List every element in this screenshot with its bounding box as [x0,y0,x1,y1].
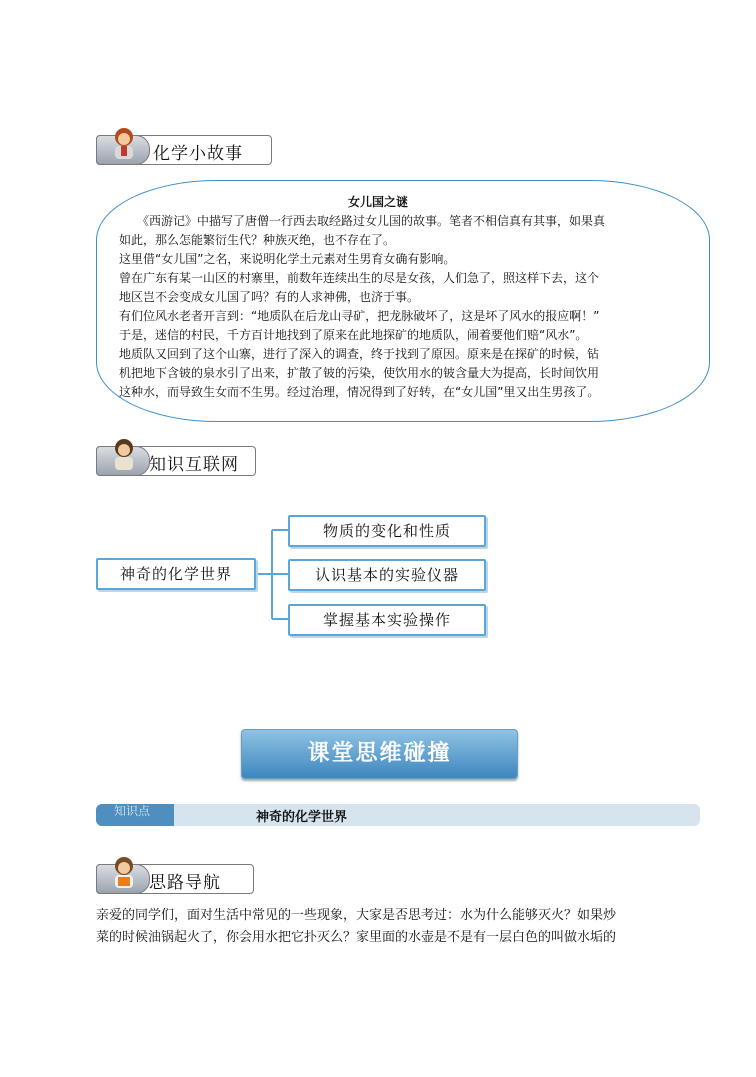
navigation-header-label: 思路导航 [149,873,221,893]
mindmap-root: 神奇的化学世界 [96,558,256,590]
story-title: 女儿国之谜 [347,195,408,209]
mindmap-child-1: 物质的变化和性质 [288,515,486,547]
story-line: 于是，迷信的村民，千方百计地找到了原来在此地探矿的地质队，闹着要他们赔“风水”。 [119,328,588,342]
story-line: 这里借“女儿国”之名，来说明化学土元素对生男育女确有影响。 [119,252,456,266]
intro-line: 亲爱的同学们，面对生活中常见的一些现象，大家是否思考过：水为什么能够灭火？如果炒 [96,908,617,923]
knowledge-bar [96,804,700,826]
boy-avatar-icon [109,855,139,889]
story-line: 机把地下含铍的泉水引了出来，扩散了铍的污染，使饮用水的铍含量大为提高，长时间饮用 [119,366,600,380]
classroom-banner: 课堂思维碰撞 [241,729,518,779]
mindmap-child-3: 掌握基本实验操作 [288,604,486,636]
network-header-label: 知识互联网 [149,455,239,475]
story-line: 地质队又回到了这个山寨，进行了深入的调查，终于找到了原因。原来是在探矿的时候，钻 [119,347,600,361]
mindmap-child-2: 认识基本的实验仪器 [288,559,486,591]
intro-line: 菜的时候油锅起火了，你会用水把它扑灭么？家里面的水壶是不是有一层白色的叫做水垢的 [96,930,617,945]
story-line: 《西游记》中描写了唐僧一行西去取经路过女儿国的故事。笔者不相信真有其事，如果真 [119,214,606,228]
story-line: 如此，那么怎能繁衍生代？种族灭绝，也不存在了。 [119,233,396,247]
knowledge-point-title: 神奇的化学世界 [256,810,348,825]
story-line: 曾在广东有某一山区的村寨里，前数年连续出生的尽是女孩，人们急了，照这样下去，这个 [119,271,600,285]
navigation-section-header [96,864,254,894]
story-line: 这种水，而导致生女而不生男。经过治理，情况得到了好转，在“女儿国”里又出生男孩了。 [119,385,600,399]
story-header-label: 化学小故事 [153,144,243,164]
knowledge-point-tag: 知识点 [96,804,174,826]
story-line: 地区岂不会变成女儿国了吗？有的人求神佛，也济于事。 [119,290,420,304]
story-line: 有们位风水老者开言到：“地质队在后龙山寻矿，把龙脉破坏了，这是坏了风水的报应啊！” [119,309,600,323]
